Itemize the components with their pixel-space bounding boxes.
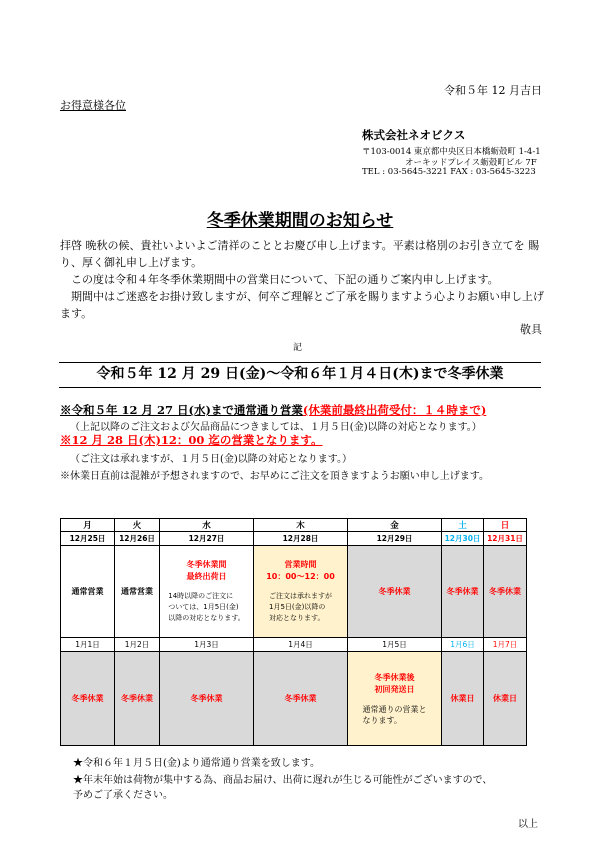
note-after-orders: （上記以降のご注文および欠品商品につきましては、１月５日(金)以降の対応となります。） bbox=[70, 422, 482, 433]
week2-status-row bbox=[61, 652, 527, 746]
date-cell: 12月25日 bbox=[61, 532, 115, 546]
status-half-day bbox=[254, 546, 348, 638]
ki-marker: 記 bbox=[293, 343, 303, 353]
weekday-thu: 木 bbox=[254, 519, 348, 532]
date-cell: 1月3日 bbox=[160, 638, 254, 652]
status-closed: 冬季休業 bbox=[254, 652, 348, 746]
note-last-regular-day bbox=[60, 402, 486, 418]
date-cell-sun: 1月7日 bbox=[484, 638, 527, 652]
footer-delay-note-cont: 予めご了承ください。 bbox=[73, 790, 173, 801]
closure-period-banner: 令和５年 12 月 29 日(金)～令和６年１月４日(木)まで冬季休業 bbox=[59, 362, 541, 388]
closing-ijo: 以上 bbox=[518, 819, 538, 830]
week1-dates-row bbox=[61, 532, 527, 546]
company-address-2: オーキッドプレイス蛎殻町ビル 7F bbox=[405, 158, 537, 168]
company-phone-fax: TEL : 03-5645-3221 FAX : 03-5645-3223 bbox=[362, 167, 536, 177]
guide-paragraph: この度は令和４年冬季休業期間中の営業日について、下記の通りご案内申し上げます。 bbox=[71, 273, 499, 286]
date-cell: 12月28日 bbox=[254, 532, 348, 546]
last-shipping-title: 冬季休業間 最終出荷日 bbox=[186, 560, 227, 581]
weekday-mon: 月 bbox=[61, 519, 115, 532]
weekday-wed: 水 bbox=[160, 519, 254, 532]
status-holiday: 休業日 bbox=[484, 652, 527, 746]
date-cell: 12月29日 bbox=[348, 532, 442, 546]
date-cell-sat: 12月30日 bbox=[442, 532, 484, 546]
status-last-shipping bbox=[160, 546, 254, 638]
status-first-shipping bbox=[348, 652, 442, 746]
page-title bbox=[0, 206, 600, 231]
page-title-text: 冬季休業期間のお知らせ bbox=[206, 211, 394, 231]
company-address-1: 〒103-0014 東京都中央区日本橋蛎殻町 1-4-1 bbox=[362, 147, 541, 157]
status-closed: 冬季休業 bbox=[61, 652, 115, 746]
weekday-header-row bbox=[61, 519, 527, 532]
apology-paragraph: 期間中はご迷惑をお掛け致しますが、何卒ご理解とご了承を賜りますよう心よりお願い申し上げます。 bbox=[60, 290, 544, 320]
first-shipping-note: 通常通りの営業と なります。 bbox=[362, 704, 427, 725]
date-cell-sat: 1月6日 bbox=[442, 638, 484, 652]
half-day-note: ご注文は承れますが 1月5日(金)以降の 対応となります。 bbox=[269, 592, 332, 622]
status-normal: 通常営業 bbox=[115, 546, 160, 638]
status-holiday: 休業日 bbox=[442, 652, 484, 746]
status-closed: 冬季休業 bbox=[348, 546, 442, 638]
note-cutoff-time: (休業前最終出荷受付：１４時まで) bbox=[302, 403, 487, 417]
footer-delay-note: ★年末年始は荷物が集中する為、商品お届け、出荷に遅れが生じる可能性がございますので、 bbox=[73, 775, 493, 786]
status-normal: 通常営業 bbox=[61, 546, 115, 638]
greeting-paragraph: 拝啓 晩秋の候、貴社いよいよご清祥のこととお慶び申し上げます。平素は格別のお引き立てを 賜り、厚く御礼申し上げます。 bbox=[60, 239, 540, 269]
recipient: お得意様各位 bbox=[60, 99, 126, 112]
weekday-fri: 金 bbox=[348, 519, 442, 532]
date-cell: 12月27日 bbox=[160, 532, 254, 546]
weekday-tue: 火 bbox=[115, 519, 160, 532]
first-shipping-title: 冬季休業後 初回発送日 bbox=[374, 672, 415, 694]
last-shipping-note: 14時以降のご注文に ついては、1月5日(金) 以降の対応となります。 bbox=[168, 592, 245, 622]
status-closed: 冬季休業 bbox=[115, 652, 160, 746]
note-last-regular-day-text: ※令和５年 12 月 27 日(水)まで通常通り営業 bbox=[60, 403, 303, 417]
date-cell: 1月4日 bbox=[254, 638, 348, 652]
week1-status-row bbox=[61, 546, 527, 638]
closing-keigu: 敬具 bbox=[520, 323, 542, 336]
weekday-sun: 日 bbox=[484, 519, 527, 532]
weekday-sat: 土 bbox=[442, 519, 484, 532]
issue-date: 令和５年 12 月吉日 bbox=[444, 84, 542, 97]
date-cell: 1月2日 bbox=[115, 638, 160, 652]
half-day-title: 営業時間 10：00～12：00 bbox=[266, 560, 335, 581]
company-name: 株式会社ネオビクス bbox=[362, 128, 466, 142]
date-cell-sun: 12月31日 bbox=[484, 532, 527, 546]
date-cell: 1月5日 bbox=[348, 638, 442, 652]
week2-dates-row bbox=[61, 638, 527, 652]
footer-resume-note: ★令和６年１月５日(金)より通常通り営業を致します。 bbox=[73, 758, 321, 769]
status-closed: 冬季休業 bbox=[484, 546, 527, 638]
note-half-day-detail: （ご注文は承れますが、１月５日(金)以降の対応となります。） bbox=[70, 454, 353, 465]
date-cell: 12月26日 bbox=[115, 532, 160, 546]
note-congestion: ※休業日直前は混雑が予想されますので、お早めにご注文を頂きますようお願い申し上げます。 bbox=[60, 471, 489, 482]
status-closed: 冬季休業 bbox=[442, 546, 484, 638]
status-closed: 冬季休業 bbox=[160, 652, 254, 746]
note-half-day: ※12 月 28 日(木)12：00 迄の営業となります。 bbox=[60, 433, 323, 447]
holiday-calendar bbox=[60, 518, 527, 746]
date-cell: 1月1日 bbox=[61, 638, 115, 652]
